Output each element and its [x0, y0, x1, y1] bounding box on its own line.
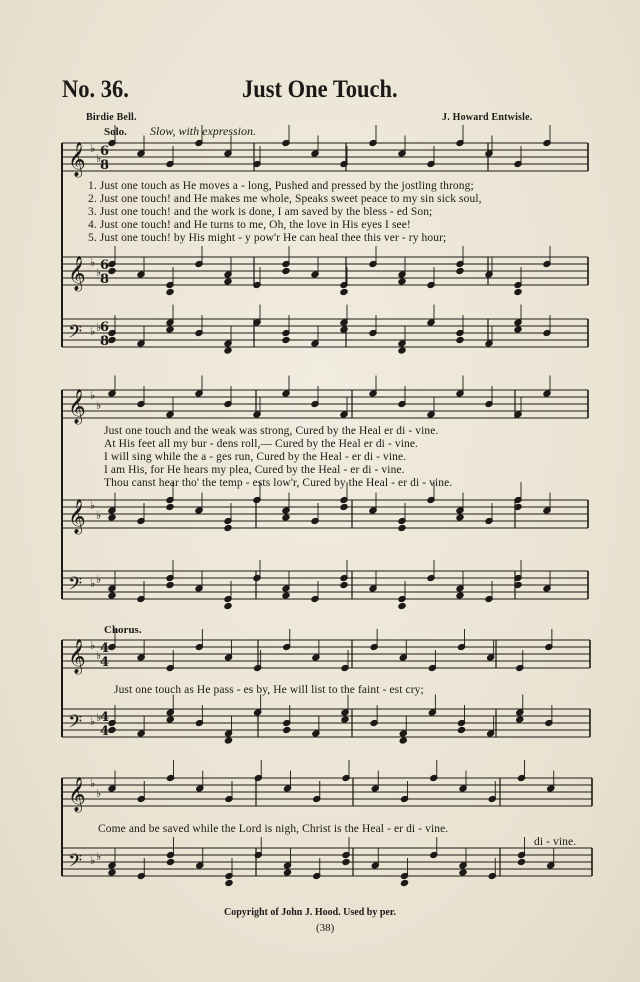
- notehead: [282, 514, 290, 521]
- notehead: [340, 503, 348, 510]
- notehead: [108, 726, 116, 733]
- flat-sign: ♭: [96, 266, 102, 279]
- notehead: [459, 869, 467, 876]
- page-number: (38): [316, 922, 335, 934]
- notehead: [514, 288, 522, 295]
- flat-sign: ♭: [96, 321, 102, 334]
- time-signature-bottom: 8: [100, 272, 110, 287]
- verse-line-2b: At His feet all my bur - dens roll,— Cured by the Heal er di - vine.: [104, 438, 419, 450]
- flat-sign: ♭: [90, 777, 96, 790]
- treble-clef: 𝄞: [68, 142, 86, 177]
- notehead: [224, 524, 232, 531]
- time-signature-bottom: 4: [100, 724, 110, 739]
- notehead: [399, 737, 407, 744]
- flat-sign: ♭: [90, 639, 96, 652]
- flat-sign: ♭: [96, 787, 102, 800]
- notehead: [340, 326, 348, 333]
- notehead: [400, 879, 408, 886]
- notehead: [398, 278, 406, 285]
- verse-line-1a: 1. Just one touch as He moves a - long, Pushed and pressed by the jostling throng;: [88, 180, 474, 192]
- chorus-line-2-extra: di - vine.: [534, 836, 577, 848]
- notehead: [282, 336, 290, 343]
- treble-clef: 𝄞: [68, 389, 86, 424]
- notehead: [224, 737, 232, 744]
- treble-clef: 𝄞: [68, 639, 86, 674]
- notehead: [457, 726, 465, 733]
- hymn-title: Just One Touch.: [242, 76, 398, 103]
- verse-line-4b: I am His, for He hears my plea, Cured by the Heal - er di - vine.: [104, 464, 405, 476]
- notehead: [224, 278, 232, 285]
- notehead: [225, 879, 233, 886]
- flat-sign: ♭: [96, 509, 102, 522]
- treble-clef: 𝄞: [68, 499, 86, 534]
- notehead: [108, 514, 116, 521]
- bass-clef: 𝄢: [68, 322, 83, 347]
- notehead: [166, 716, 174, 723]
- flat-sign: ♭: [96, 573, 102, 586]
- verse-line-4a: 4. Just one touch! and He turns to me, Oh, the love in His eyes I see!: [88, 219, 411, 231]
- notehead: [516, 716, 524, 723]
- bass-clef: 𝄢: [68, 574, 83, 599]
- flat-sign: ♭: [90, 389, 96, 402]
- verse-line-5b: Thou canst hear tho' the temp - ests low'r, Cured by the Heal - er di - vine.: [104, 477, 453, 489]
- hymn-number: No. 36.: [62, 76, 129, 103]
- flat-sign: ♭: [90, 577, 96, 590]
- notehead: [282, 592, 290, 599]
- bass-clef: 𝄢: [68, 851, 83, 876]
- lyricist-credit: Birdie Bell.: [86, 112, 137, 123]
- flat-sign: ♭: [90, 715, 96, 728]
- flat-sign: ♭: [90, 256, 96, 269]
- notehead: [108, 592, 116, 599]
- notehead: [166, 503, 174, 510]
- time-signature-top: 6: [100, 258, 110, 273]
- time-signature-top: 4: [100, 641, 110, 656]
- tempo-marking: Slow, with expression.: [150, 124, 256, 138]
- notehead: [166, 858, 174, 865]
- verse-line-3a: 3. Just one touch! and the work is done, I am saved by the bless - ed Son;: [88, 206, 433, 218]
- verse-line-1b: Just one touch and the weak was strong, Cured by the Heal er di - vine.: [104, 425, 439, 437]
- notehead: [456, 267, 464, 274]
- notehead: [340, 288, 348, 295]
- notehead: [224, 347, 232, 354]
- verse-line-5a: 5. Just one touch! by His might - y pow'r He can heal thee this ver - ry hour;: [88, 232, 447, 244]
- time-signature-top: 4: [100, 710, 110, 725]
- notehead: [517, 858, 525, 865]
- flat-sign: ♭: [96, 649, 102, 662]
- notehead: [166, 288, 174, 295]
- notehead: [456, 514, 464, 521]
- chorus-line-1: Just one touch as He pass - es by, He will list to the faint - est cry;: [114, 684, 424, 696]
- notehead: [342, 858, 350, 865]
- treble-clef: 𝄞: [68, 777, 86, 812]
- clefs: [68, 142, 109, 876]
- time-signature-bottom: 8: [100, 158, 110, 173]
- notehead: [514, 326, 522, 333]
- flat-sign: ♭: [90, 325, 96, 338]
- time-signature-bottom: 8: [100, 334, 110, 349]
- bass-clef: 𝄢: [68, 712, 83, 737]
- notehead: [398, 347, 406, 354]
- chorus-line-2: Come and be saved while the Lord is nigh, Christ is the Heal - er di - vine.: [98, 823, 449, 835]
- flat-sign: ♭: [96, 711, 102, 724]
- copyright-notice: Copyright of John J. Hood. Used by per.: [224, 907, 396, 918]
- notehead: [398, 524, 406, 531]
- notehead: [282, 267, 290, 274]
- flat-sign: ♭: [96, 850, 102, 863]
- notehead: [456, 336, 464, 343]
- flat-sign: ♭: [90, 499, 96, 512]
- notehead: [166, 326, 174, 333]
- flat-sign: ♭: [90, 142, 96, 155]
- notehead: [340, 581, 348, 588]
- notehead: [398, 602, 406, 609]
- time-signature-bottom: 4: [100, 655, 110, 670]
- flat-sign: ♭: [96, 399, 102, 412]
- composer-credit: J. Howard Entwisle.: [442, 112, 533, 123]
- notehead: [166, 581, 174, 588]
- notehead: [108, 336, 116, 343]
- notehead: [341, 716, 349, 723]
- staff-lines: [62, 143, 592, 876]
- time-signature-top: 6: [100, 320, 110, 335]
- notehead: [108, 267, 116, 274]
- notehead: [224, 602, 232, 609]
- notehead: [456, 592, 464, 599]
- notehead: [283, 726, 291, 733]
- treble-clef: 𝄞: [68, 256, 86, 291]
- flat-sign: ♭: [90, 854, 96, 867]
- flat-sign: ♭: [96, 152, 102, 165]
- chorus-label: Chorus.: [104, 624, 142, 636]
- time-signature-top: 6: [100, 144, 110, 159]
- part-label: Solo.: [104, 126, 127, 138]
- notehead: [108, 869, 116, 876]
- verse-line-2a: 2. Just one touch! and He makes me whole, Speaks sweet peace to my sin sick soul,: [88, 193, 482, 205]
- verse-line-3b: I will sing while the a - ges run, Cured by the Heal - er di - vine.: [104, 451, 407, 463]
- notehead: [283, 869, 291, 876]
